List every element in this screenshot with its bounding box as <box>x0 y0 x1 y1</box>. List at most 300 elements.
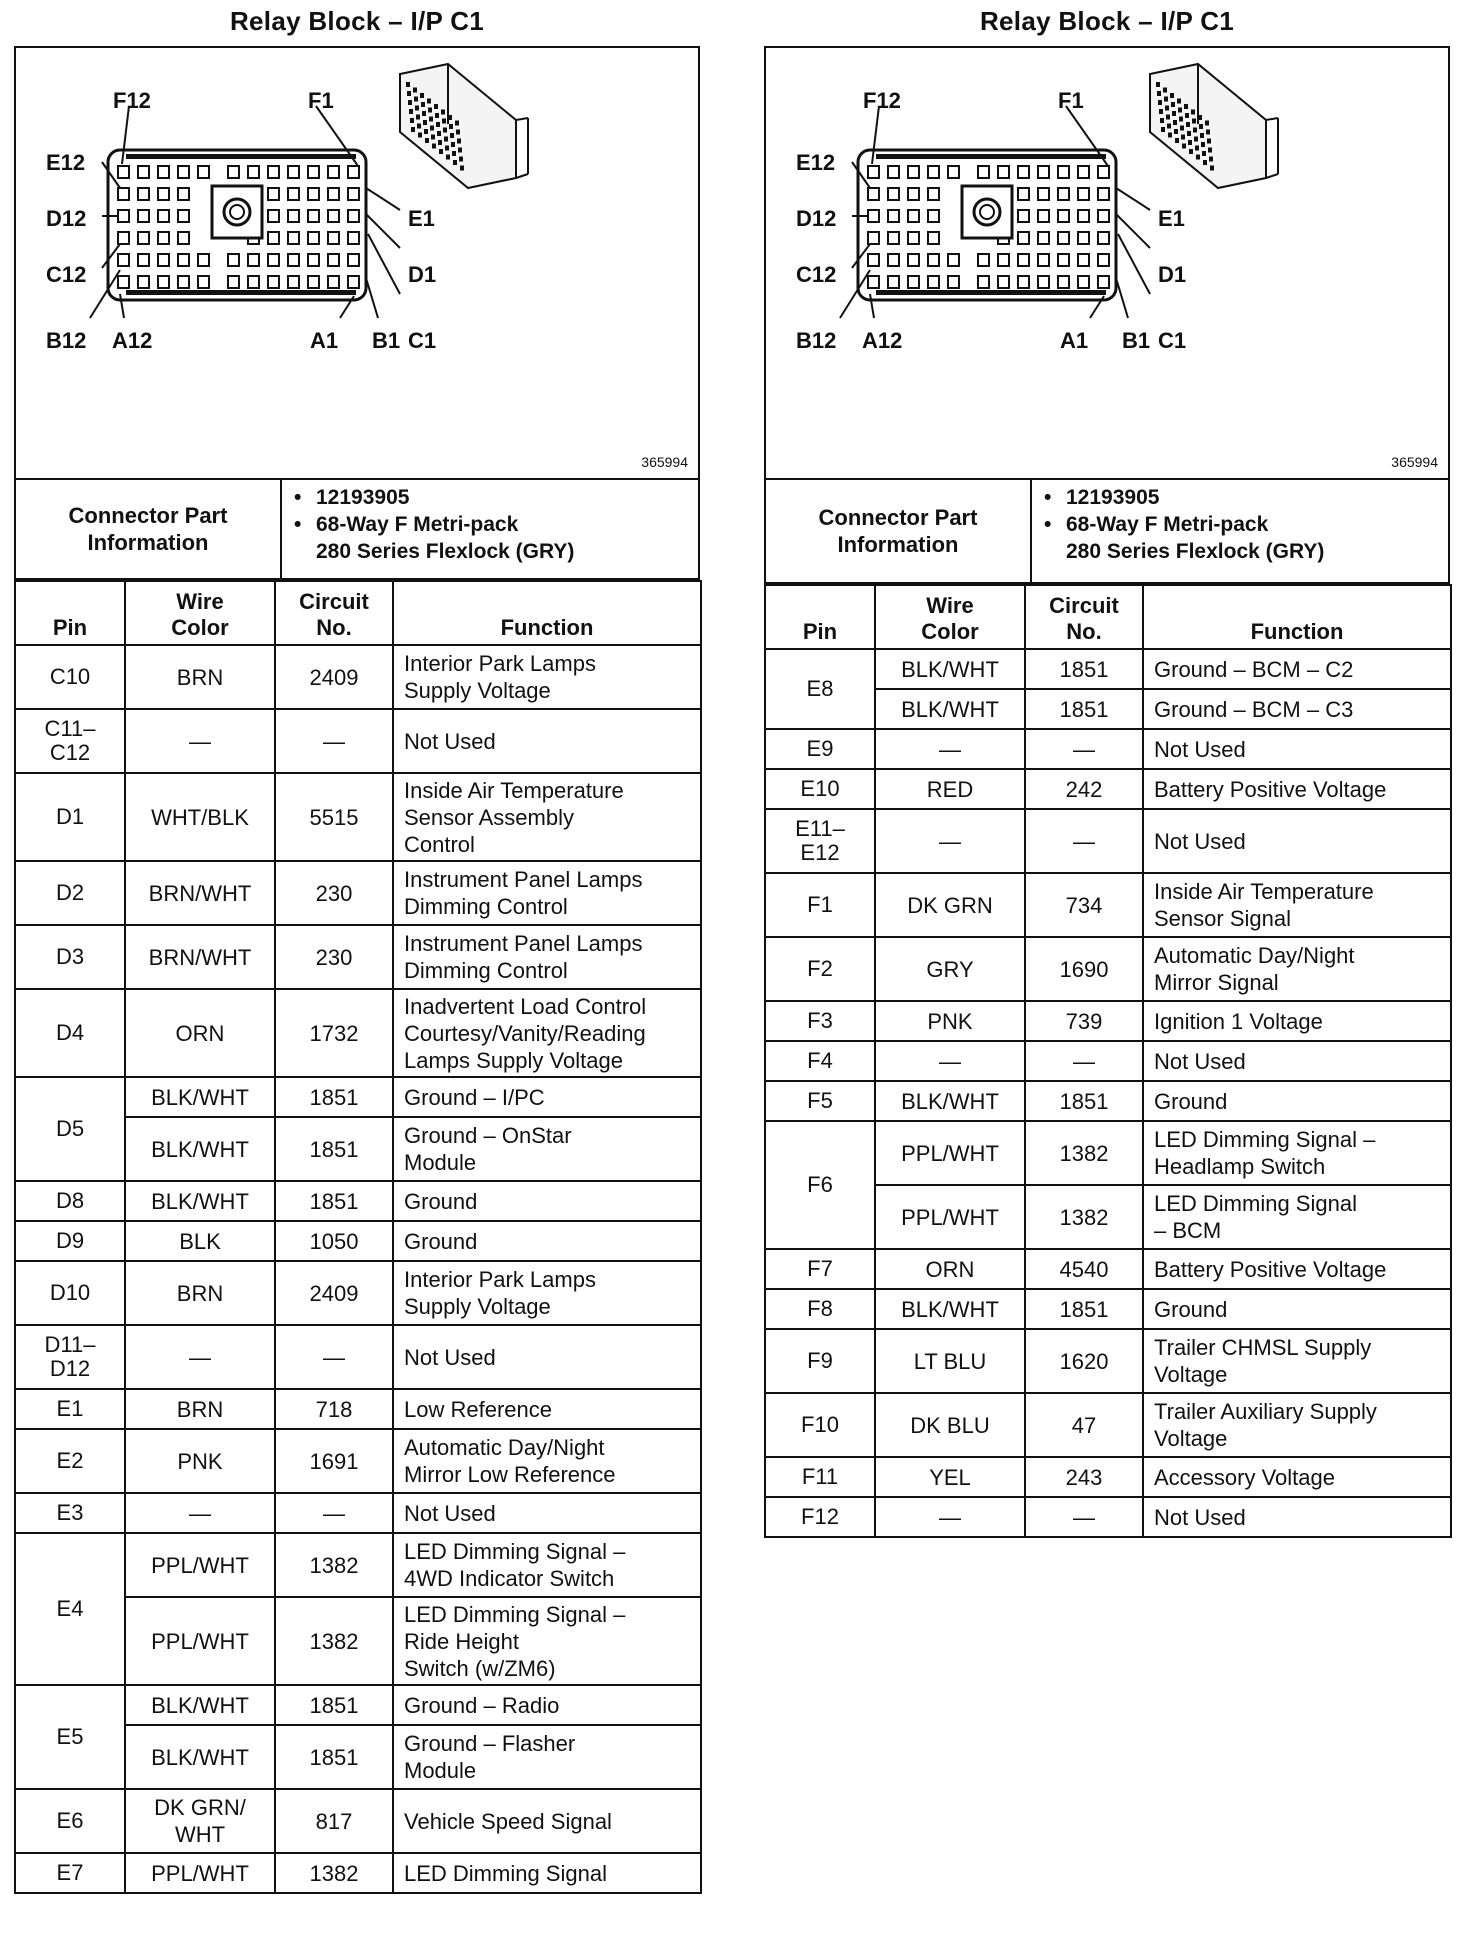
function-cell: Inadvertent Load Control Courtesy/Vanity/Reading Lamps Supply Voltage <box>393 989 701 1077</box>
pin-cell: D10 <box>15 1261 125 1325</box>
pin-cavity <box>888 210 899 222</box>
wire-color-cell: — <box>875 1497 1025 1537</box>
wire-color-cell: LT BLU <box>875 1329 1025 1393</box>
pin-cavity <box>288 232 299 244</box>
function-header: Function <box>393 581 701 645</box>
pin-cavity <box>1038 254 1049 266</box>
pin-label-a1: A1 <box>310 328 339 353</box>
circuit-number-cell: 734 <box>1025 873 1143 937</box>
pin-table <box>14 580 702 1894</box>
pin-cavity <box>888 232 899 244</box>
pin-cavity <box>1018 166 1029 178</box>
table-row <box>765 1457 1451 1497</box>
wire-color-cell: — <box>875 729 1025 769</box>
connector-description: • 68-Way F Metri-pack 280 Series Flexlock (GRY) <box>1066 511 1324 565</box>
pin-cavity <box>868 210 879 222</box>
pin-cavity <box>1018 188 1029 200</box>
circuit-number-cell: 1691 <box>275 1429 393 1493</box>
pin-cavity <box>308 188 319 200</box>
function-cell: Ground – BCM – C3 <box>1143 689 1451 729</box>
pin-cavity <box>198 166 209 178</box>
function-cell: Inside Air Temperature Sensor Assembly Control <box>393 773 701 861</box>
pin-label-f1: F1 <box>308 88 334 113</box>
circuit-number-cell: 1851 <box>1025 1289 1143 1329</box>
wire-color-cell: BRN <box>125 1261 275 1325</box>
connector-info-list <box>282 480 574 578</box>
pin-cell: D11– D12 <box>15 1325 125 1389</box>
circuit-number-cell: 1851 <box>275 1181 393 1221</box>
pin-cavity <box>888 254 899 266</box>
circuit-number-cell: — <box>1025 1041 1143 1081</box>
figure-number: 365994 <box>641 454 688 470</box>
pin-cell: F11 <box>765 1457 875 1497</box>
pin-label-e1: E1 <box>408 206 435 231</box>
table-row <box>765 729 1451 769</box>
connector-info-label: Connector Part Information <box>766 480 1032 582</box>
pin-cavity <box>948 166 959 178</box>
function-cell: Ground – Flasher Module <box>393 1725 701 1789</box>
pin-cavity <box>1038 276 1049 288</box>
pin-cell: D2 <box>15 861 125 925</box>
function-cell: Battery Positive Voltage <box>1143 1249 1451 1289</box>
table-row <box>765 1249 1451 1289</box>
pin-cavity <box>268 254 279 266</box>
connector-face-illustration <box>766 48 1448 478</box>
pin-cavity <box>328 232 339 244</box>
circuit-number-cell: 1851 <box>275 1077 393 1117</box>
pin-cavity <box>868 254 879 266</box>
circuit-number-cell: 739 <box>1025 1001 1143 1041</box>
function-cell: Ground <box>1143 1081 1451 1121</box>
circuit-number-cell: 1050 <box>275 1221 393 1261</box>
leader-line <box>1116 188 1150 210</box>
pin-cavity <box>1098 254 1109 266</box>
leader-line <box>366 214 400 248</box>
pin-cavity <box>1098 188 1109 200</box>
pin-cavity <box>868 276 879 288</box>
circuit-number-cell: 1382 <box>275 1533 393 1597</box>
pin-cavity <box>928 188 939 200</box>
pin-label-c1: C1 <box>408 328 437 353</box>
pin-label-d12: D12 <box>796 206 837 231</box>
circuit-number-cell: 1382 <box>275 1853 393 1893</box>
pin-cavity <box>1098 276 1109 288</box>
pin-cavity <box>928 276 939 288</box>
table-row <box>15 1429 701 1493</box>
pin-cavity <box>978 254 989 266</box>
circuit-number-cell: 718 <box>275 1389 393 1429</box>
connector-info-list <box>1032 480 1324 582</box>
pin-cavity <box>908 276 919 288</box>
wire-color-cell: ORN <box>875 1249 1025 1289</box>
pin-cell: D4 <box>15 989 125 1077</box>
pin-cell: E1 <box>15 1389 125 1429</box>
part-number: • 12193905 <box>1066 484 1324 511</box>
wire-color-cell: BLK/WHT <box>875 1081 1025 1121</box>
function-cell: Trailer Auxiliary Supply Voltage <box>1143 1393 1451 1457</box>
pin-cavity <box>948 254 959 266</box>
wire-color-cell: BLK/WHT <box>125 1077 275 1117</box>
pin-cell: F3 <box>765 1001 875 1041</box>
circuit-number-cell: 242 <box>1025 769 1143 809</box>
circuit-number-cell: — <box>1025 729 1143 769</box>
pin-cell: F5 <box>765 1081 875 1121</box>
pin-cell: C10 <box>15 645 125 709</box>
wire-color-cell: WHT/BLK <box>125 773 275 861</box>
pin-cavity <box>158 232 169 244</box>
wire-color-cell: DK GRN/ WHT <box>125 1789 275 1853</box>
table-row <box>15 1853 701 1893</box>
connector-part-information <box>764 480 1450 584</box>
wire-color-cell: BLK/WHT <box>875 689 1025 729</box>
table-row <box>765 769 1451 809</box>
function-cell: Ground – OnStar Module <box>393 1117 701 1181</box>
table-row <box>15 1493 701 1533</box>
table-row <box>15 1533 701 1597</box>
pin-cavity <box>228 276 239 288</box>
pin-cavity <box>138 276 149 288</box>
pin-cavity <box>908 166 919 178</box>
pin-cell: E7 <box>15 1853 125 1893</box>
pin-cell: F9 <box>765 1329 875 1393</box>
table-row <box>765 649 1451 689</box>
pin-cavity <box>328 210 339 222</box>
pin-cell: E4 <box>15 1533 125 1685</box>
pin-cavity <box>908 232 919 244</box>
pin-cavity <box>928 232 939 244</box>
wire-color-cell: — <box>875 1041 1025 1081</box>
wire-color-cell: BLK/WHT <box>875 1289 1025 1329</box>
pin-cavity <box>1078 166 1089 178</box>
circuit-number-cell: 1690 <box>1025 937 1143 1001</box>
pin-cavity <box>928 210 939 222</box>
circuit-number-cell: 1851 <box>1025 689 1143 729</box>
pin-cell: D3 <box>15 925 125 989</box>
function-cell: Trailer CHMSL Supply Voltage <box>1143 1329 1451 1393</box>
wire-color-cell: RED <box>875 769 1025 809</box>
wire-color-cell: PPL/WHT <box>125 1853 275 1893</box>
pin-cavity <box>328 166 339 178</box>
table-row <box>765 1289 1451 1329</box>
circuit-number-cell: — <box>1025 809 1143 873</box>
pin-cell: F7 <box>765 1249 875 1289</box>
pin-cell: D5 <box>15 1077 125 1181</box>
connector-isometric-view <box>1150 64 1278 188</box>
connector-diagram <box>14 46 700 480</box>
pin-cavity <box>308 232 319 244</box>
wire-color-cell: PNK <box>875 1001 1025 1041</box>
function-cell: Not Used <box>393 1325 701 1389</box>
pin-cavity <box>268 232 279 244</box>
pin-cavity <box>198 254 209 266</box>
pin-cavity <box>138 166 149 178</box>
function-cell: LED Dimming Signal – 4WD Indicator Switch <box>393 1533 701 1597</box>
figure-number: 365994 <box>1391 454 1438 470</box>
wire-color-cell: PPL/WHT <box>125 1533 275 1597</box>
pin-cavity <box>1078 276 1089 288</box>
circuit-number-cell: — <box>1025 1497 1143 1537</box>
leader-line <box>840 270 870 318</box>
pin-cavity <box>1098 166 1109 178</box>
part-number: • 12193905 <box>316 484 574 511</box>
pin-cavity <box>288 210 299 222</box>
pin-cell: E8 <box>765 649 875 729</box>
pin-label-e12: E12 <box>796 150 836 175</box>
pin-cavity <box>978 166 989 178</box>
pin-label-f1: F1 <box>1058 88 1084 113</box>
table-row <box>765 1001 1451 1041</box>
function-cell: LED Dimming Signal – BCM <box>1143 1185 1451 1249</box>
table-row <box>765 1329 1451 1393</box>
connector-info-label: Connector Part Information <box>16 480 282 578</box>
pin-header: Pin <box>765 585 875 649</box>
pin-cavity <box>138 210 149 222</box>
pin-cavity <box>1058 276 1069 288</box>
pin-cavity <box>118 254 129 266</box>
circuit-number-cell: 1851 <box>275 1725 393 1789</box>
leader-line <box>90 270 120 318</box>
wire-color-cell: — <box>125 709 275 773</box>
function-cell: Ground – Radio <box>393 1685 701 1725</box>
function-cell: Interior Park Lamps Supply Voltage <box>393 1261 701 1325</box>
wire-color-cell: BRN/WHT <box>125 861 275 925</box>
pin-cavity <box>1018 232 1029 244</box>
pin-cavity <box>1058 188 1069 200</box>
circuit-number-cell: 1382 <box>1025 1185 1143 1249</box>
pin-cavity <box>348 276 359 288</box>
wire-color-cell: — <box>125 1493 275 1533</box>
function-cell: LED Dimming Signal – Ride Height Switch (w/ZM6) <box>393 1597 701 1685</box>
circuit-number-cell: 1851 <box>1025 1081 1143 1121</box>
pin-cavity <box>288 276 299 288</box>
wire-color-cell: YEL <box>875 1457 1025 1497</box>
function-cell: Inside Air Temperature Sensor Signal <box>1143 873 1451 937</box>
connector-diagram <box>764 46 1450 480</box>
pin-cavity <box>868 166 879 178</box>
pin-cavity <box>1078 188 1089 200</box>
pin-cavity <box>1038 232 1049 244</box>
pin-cell: E10 <box>765 769 875 809</box>
wire-color-cell: BLK/WHT <box>125 1117 275 1181</box>
pin-cavity <box>158 254 169 266</box>
function-cell: Interior Park Lamps Supply Voltage <box>393 645 701 709</box>
connector-isometric-view <box>400 64 528 188</box>
pin-cavity <box>1038 210 1049 222</box>
circuit-number-cell: 1382 <box>1025 1121 1143 1185</box>
pin-cavity <box>978 276 989 288</box>
pin-cavity <box>888 166 899 178</box>
wire-color-cell: BLK <box>125 1221 275 1261</box>
table-row <box>765 937 1451 1001</box>
pin-label-d1: D1 <box>408 262 437 287</box>
circuit-number-header: Circuit No. <box>1025 585 1143 649</box>
pin-cavity <box>308 254 319 266</box>
pin-cavity <box>138 232 149 244</box>
table-row <box>15 1685 701 1725</box>
pin-cell: E11– E12 <box>765 809 875 873</box>
pin-cavity <box>308 166 319 178</box>
pin-cavity <box>1018 210 1029 222</box>
function-cell: Not Used <box>1143 1041 1451 1081</box>
pin-cavity <box>228 254 239 266</box>
pin-label-a1: A1 <box>1060 328 1089 353</box>
pin-cavity <box>998 276 1009 288</box>
circuit-number-cell: 1620 <box>1025 1329 1143 1393</box>
pin-cell: E5 <box>15 1685 125 1789</box>
pin-cell: E6 <box>15 1789 125 1853</box>
circuit-number-cell: 1851 <box>275 1685 393 1725</box>
pin-cell: F1 <box>765 873 875 937</box>
circuit-number-cell: 47 <box>1025 1393 1143 1457</box>
pin-cavity <box>248 254 259 266</box>
function-cell: Not Used <box>393 709 701 773</box>
table-row <box>15 861 701 925</box>
table-row <box>15 1221 701 1261</box>
pin-cavity <box>868 232 879 244</box>
function-cell: Ground <box>393 1181 701 1221</box>
pin-cavity <box>908 254 919 266</box>
connector-face-illustration <box>16 48 698 478</box>
pin-cavity <box>1078 210 1089 222</box>
circuit-number-cell: 230 <box>275 861 393 925</box>
leader-line <box>1116 214 1150 248</box>
pin-cavity <box>328 188 339 200</box>
pin-cavity <box>868 188 879 200</box>
wire-color-cell: BRN/WHT <box>125 925 275 989</box>
circuit-number-cell: 5515 <box>275 773 393 861</box>
pin-cavity <box>158 166 169 178</box>
wire-color-cell: BRN <box>125 1389 275 1429</box>
circuit-number-cell: 1732 <box>275 989 393 1077</box>
pin-cavity <box>158 188 169 200</box>
circuit-number-cell: — <box>275 1325 393 1389</box>
table-row <box>15 709 701 773</box>
pin-label-d1: D1 <box>1158 262 1187 287</box>
function-cell: Not Used <box>1143 729 1451 769</box>
pin-cavity <box>158 210 169 222</box>
wire-color-cell: BLK/WHT <box>125 1725 275 1789</box>
pin-cavity <box>178 166 189 178</box>
table-row <box>765 1497 1451 1537</box>
pin-cell: C11– C12 <box>15 709 125 773</box>
pin-cavity <box>888 188 899 200</box>
pin-label-d12: D12 <box>46 206 87 231</box>
circuit-number-cell: 1851 <box>275 1117 393 1181</box>
connector-drawing <box>46 88 436 353</box>
pin-cell: D8 <box>15 1181 125 1221</box>
circuit-number-cell: 230 <box>275 925 393 989</box>
leader-line <box>366 188 400 210</box>
pin-cavity <box>348 210 359 222</box>
pin-cavity <box>118 166 129 178</box>
pin-cavity <box>118 276 129 288</box>
pin-label-c12: C12 <box>796 262 837 287</box>
pin-cavity <box>178 254 189 266</box>
pin-cavity <box>328 254 339 266</box>
pin-cavity <box>348 188 359 200</box>
table-row <box>15 1325 701 1389</box>
function-cell: Instrument Panel Lamps Dimming Control <box>393 861 701 925</box>
pin-cavity <box>118 188 129 200</box>
wire-color-cell: PPL/WHT <box>875 1121 1025 1185</box>
function-cell: Ignition 1 Voltage <box>1143 1001 1451 1041</box>
panel-title: Relay Block – I/P C1 <box>229 6 485 36</box>
pin-cavity <box>1038 166 1049 178</box>
pin-cavity <box>1058 232 1069 244</box>
pin-cavity <box>1058 210 1069 222</box>
wire-color-cell: PPL/WHT <box>125 1597 275 1685</box>
pin-cavity <box>328 276 339 288</box>
pin-table <box>764 584 1452 1538</box>
pin-cavity <box>1078 232 1089 244</box>
pin-cell: F2 <box>765 937 875 1001</box>
pin-cavity <box>138 188 149 200</box>
pin-cavity <box>228 166 239 178</box>
pin-cavity <box>1038 188 1049 200</box>
table-row <box>15 925 701 989</box>
table-row <box>15 1261 701 1325</box>
pin-cavity <box>348 166 359 178</box>
pin-cell: E2 <box>15 1429 125 1493</box>
table-row <box>15 1181 701 1221</box>
pin-cavity <box>908 210 919 222</box>
pin-cavity <box>288 254 299 266</box>
circuit-number-cell: 2409 <box>275 645 393 709</box>
wire-color-cell: PPL/WHT <box>875 1185 1025 1249</box>
leader-line <box>870 294 874 318</box>
function-cell: Ground – I/PC <box>393 1077 701 1117</box>
pin-label-b1: B1 <box>372 328 401 353</box>
pin-cavity <box>348 254 359 266</box>
pin-cavity <box>1018 276 1029 288</box>
pin-cavity <box>888 276 899 288</box>
pin-label-a12: A12 <box>112 328 153 353</box>
function-cell: Accessory Voltage <box>1143 1457 1451 1497</box>
pin-label-e12: E12 <box>46 150 86 175</box>
pin-label-c12: C12 <box>46 262 87 287</box>
function-cell: Not Used <box>1143 809 1451 873</box>
circuit-number-cell: — <box>275 709 393 773</box>
wire-color-header: Wire Color <box>125 581 275 645</box>
circuit-number-cell: 243 <box>1025 1457 1143 1497</box>
pin-cavity <box>288 166 299 178</box>
panel-title: Relay Block – I/P C1 <box>979 6 1235 36</box>
connector-part-information <box>14 480 700 580</box>
function-cell: Instrument Panel Lamps Dimming Control <box>393 925 701 989</box>
pin-cavity <box>308 210 319 222</box>
pin-label-e1: E1 <box>1158 206 1185 231</box>
wire-color-cell: PNK <box>125 1429 275 1493</box>
pin-cell: D1 <box>15 773 125 861</box>
connector-drawing <box>796 88 1186 353</box>
pin-cavity <box>158 276 169 288</box>
table-row <box>765 873 1451 937</box>
function-header: Function <box>1143 585 1451 649</box>
pin-cavity <box>178 276 189 288</box>
pin-cavity <box>1058 166 1069 178</box>
pin-cell: F12 <box>765 1497 875 1537</box>
pin-label-c1: C1 <box>1158 328 1187 353</box>
function-cell: LED Dimming Signal – Headlamp Switch <box>1143 1121 1451 1185</box>
table-row <box>765 1081 1451 1121</box>
wire-color-cell: BLK/WHT <box>125 1181 275 1221</box>
pin-cell: E9 <box>765 729 875 769</box>
function-cell: Not Used <box>393 1493 701 1533</box>
table-row <box>765 1393 1451 1457</box>
circuit-number-cell: 2409 <box>275 1261 393 1325</box>
pin-cavity <box>948 276 959 288</box>
circuit-number-cell: — <box>275 1493 393 1533</box>
